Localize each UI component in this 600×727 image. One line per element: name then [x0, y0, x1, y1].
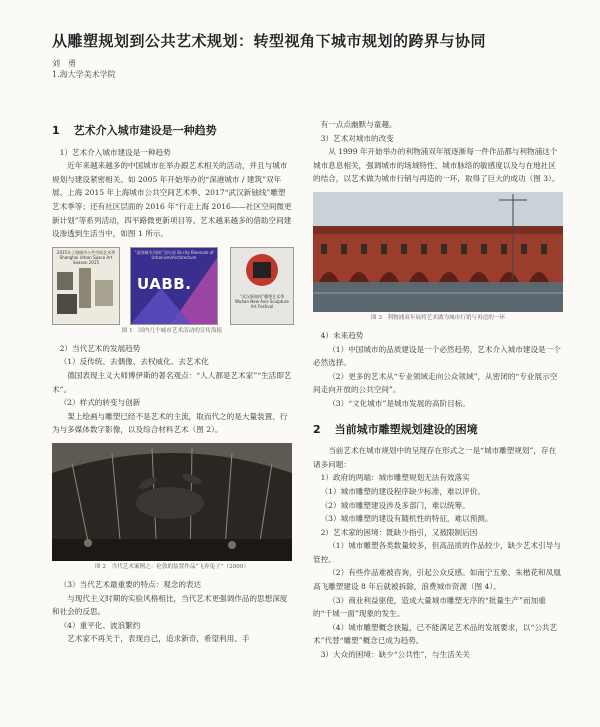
section-1-title: 艺术介入城市建设是一种趋势: [73, 124, 217, 137]
subheading: （2）样式的转变与创新: [59, 398, 141, 408]
figure-2: [52, 443, 292, 561]
right-column: [313, 118, 563, 662]
poster-wuhan: [230, 247, 294, 325]
section-1-number: 1: [52, 124, 60, 137]
subheading: 4）未来趋势: [320, 330, 364, 340]
list-item: 3）大众的困境：缺少“公共性”，与生活关关: [320, 650, 470, 660]
subheading: （3）当代艺术最重要的特点：观念的表达: [59, 579, 202, 589]
paragraph: 近年来越来越多的中国城市在举办跟艺术相关的活动，并且与城市规划与建设紧密相关。如 2005 年开始举办的“深港城市 / 建筑”双年展、上海 2015 年上海城市公共空间艺术季、2017“武汉新铀线”雕塑艺术季等；还有社区层面的 2016 年“行走上海 2016——社区空间微更新计划”等系列活动，四平路微更新项目等。艺术越来越多的借助空间建设渗透到生活当中，如图 1 所示。: [52, 161, 292, 239]
subheading: （1）反传统、去偶像、去权威化、去艺术化: [59, 357, 209, 367]
list-item: （4）城市雕塑概念狭隘，已不能满足艺术品的发展要求，以“公共艺术”代替“雕塑”概念已成为趋势。: [313, 622, 558, 646]
poster-wuhan-graphic: [231, 248, 293, 324]
poster-shanghai-text: 2015年上海城市公共空间艺术季 Shanghai Urban Space Art Season 2015: [56, 249, 116, 265]
section-2-title: 当前城市雕塑规划建设的困境: [334, 422, 478, 436]
paragraph: 从 1999 年开始举办的利物浦双年展逐渐每一件作品都与利物浦这个城市息息相关，强调城市的场域特性、城市脉络的敏感度以及与在地社区的结合，以艺术做为城市行销与再造的一环，取得了巨大的成功（图 3）。: [313, 147, 560, 184]
poster-shanghai-graphic: [53, 264, 119, 324]
figure-3-caption: 图 3 利物浦双年展将艺术做为城市行销与再造的一环: [371, 314, 505, 321]
figure-1-caption: 图 1 国内几个城市艺术活动的宣传海报: [121, 327, 223, 334]
list-item: 2）艺术家的困境：既缺少指引，又被限制后因: [320, 527, 478, 537]
list-item: （3）商业利益驱使，造成大量城市雕塑无序的“批量生产”而加重的“千城一面”现象的发生。: [313, 595, 546, 619]
figure-3-photo: [313, 192, 563, 312]
figure-2-caption: 图 2 当代艺术案例之：伦敦的装置作品“飞奔兔子”（2009）: [95, 563, 249, 570]
paragraph: 艺术家不再关于，表现自己，追求新奇，希望利用、手: [67, 634, 250, 644]
paragraph: 与现代主义时期的实验风格相比，当代艺术更强调作品的思想深度和社会的反思。: [52, 593, 288, 617]
paragraph: 德国表现主义大师博伊斯的著名观点：“人人都是艺术家”“生活即艺术”。: [52, 370, 292, 394]
author-affiliation: 1.海大学美术学院: [52, 70, 116, 79]
section-2-number: 2: [313, 422, 321, 436]
figure-2-photo: [52, 443, 292, 561]
poster-shanghai: [52, 247, 120, 325]
subheading: （4）重平化、波浪繁约: [59, 620, 141, 630]
list-item: （1）城市雕塑的建设程序缺少标准，难以评价。: [320, 486, 485, 496]
list-item: 1）政府的两端：城市雕塑规划无法有效落实: [320, 473, 470, 483]
paragraph: （2）更多的艺术从“专业领域走向公众领域”，从密闭的“专业展示空间走向开放的公共空间”。: [313, 371, 558, 395]
poster-shenzhen-text: “深圳城市/建筑”双年展 Bi-city Biennale of Urbanism\Architecture: [134, 249, 214, 260]
left-column: [52, 118, 292, 646]
list-item: （2）城市雕塑建设涉及多部门，难以统筹。: [320, 500, 470, 510]
section-1-heading: [52, 124, 292, 138]
author-block: [52, 58, 116, 80]
figure-1: [52, 247, 292, 325]
poster-wuhan-text: “武汉新铀线”雕塑艺术季 Wuhan New Axis Sculpture Art Festival: [235, 293, 289, 309]
section-2-heading: [313, 423, 563, 437]
subheading: 1）艺术介入城市建设是一种趋势: [59, 147, 171, 157]
subheading: 2）当代艺术的发展趋势: [59, 343, 141, 353]
poster-shenzhen: [130, 247, 218, 325]
paragraph: 有一点点幽默与童趣。: [320, 120, 397, 129]
subheading: 3）艺术对城市的改变: [320, 133, 394, 143]
list-item: （3）城市雕塑的建设有随机性的特征，难以预测。: [320, 514, 493, 524]
paragraph: 架上绘画与雕塑已经不是艺术的主流，取而代之的是大量装置、行为与多媒体数字影像，以及综合材料艺术（图 2）。: [52, 411, 288, 435]
poster-uabb-logo: UABB.: [137, 274, 192, 293]
paragraph: （1）中国城市的品质建设是一个必然趋势，艺术介入城市建设是一个必然选择。: [313, 344, 561, 368]
author-name: 刘 勇: [52, 59, 76, 68]
article-title: 从雕塑规划到公共艺术规划：转型视角下城市规划的跨界与协同: [52, 32, 487, 50]
paragraph: 当前艺术在城市规划中的呈现存在形式之一是“城市雕塑规划”，存在诸多问题：: [313, 446, 557, 469]
figure-3: [313, 192, 563, 312]
paragraph: （3）“文化城市”是城市发展的高阶目标。: [328, 398, 470, 408]
list-item: （1）城市雕塑各类数量较多，但高品质的作品较少，缺少艺术引导与管控。: [313, 541, 561, 564]
list-item: （2）有些作品难被咨询，引起公众反感。如南宁五象、朱楷花和凤凰高飞雕塑建设 8 年后就被拆除，浪费城市资源（图 4）。: [313, 568, 561, 592]
